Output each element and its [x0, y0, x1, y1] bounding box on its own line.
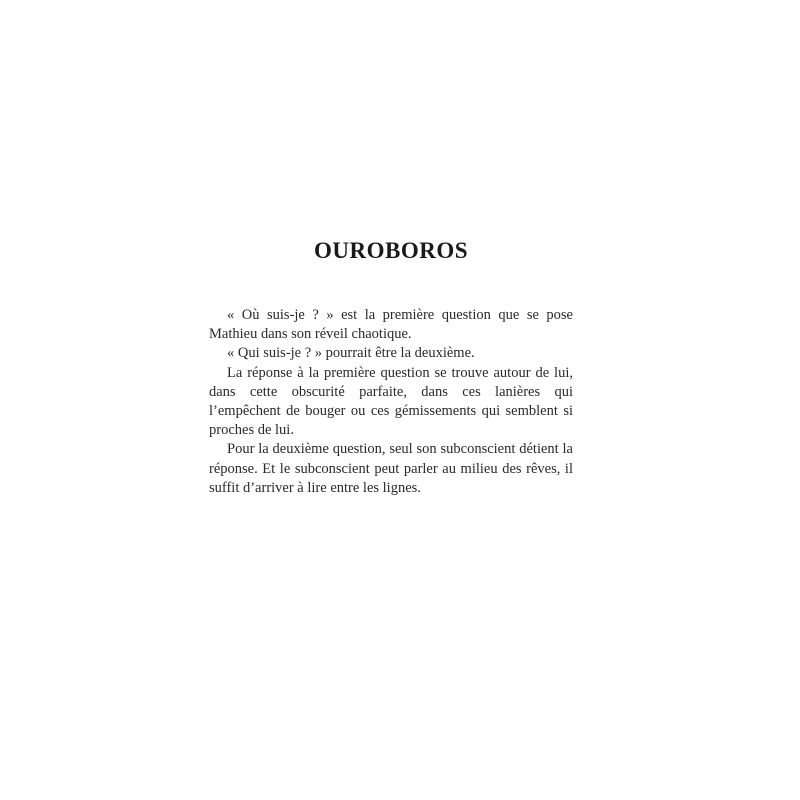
paragraph: Pour la deuxième question, seul son subconscient détient la réponse. Et le subconscient peut parler au milieu des rêves, il suffit d’arriver à lire entre les lignes. [209, 441, 573, 496]
paragraph: « Où suis-je ? » est la première question que se pose Mathieu dans son réveil chaotique. [209, 307, 573, 343]
chapter-body [209, 306, 573, 498]
paragraph: La réponse à la première question se trouve autour de lui, dans cette obscurité parfaite, dans ces lanières qui l’empêchent de bouger ou ces gémissements qui semblent si proches de lui. [209, 364, 573, 439]
paragraph: « Qui suis-je ? » pourrait être la deuxième. [227, 345, 475, 362]
chapter-title: OUROBOROS [313, 238, 469, 263]
